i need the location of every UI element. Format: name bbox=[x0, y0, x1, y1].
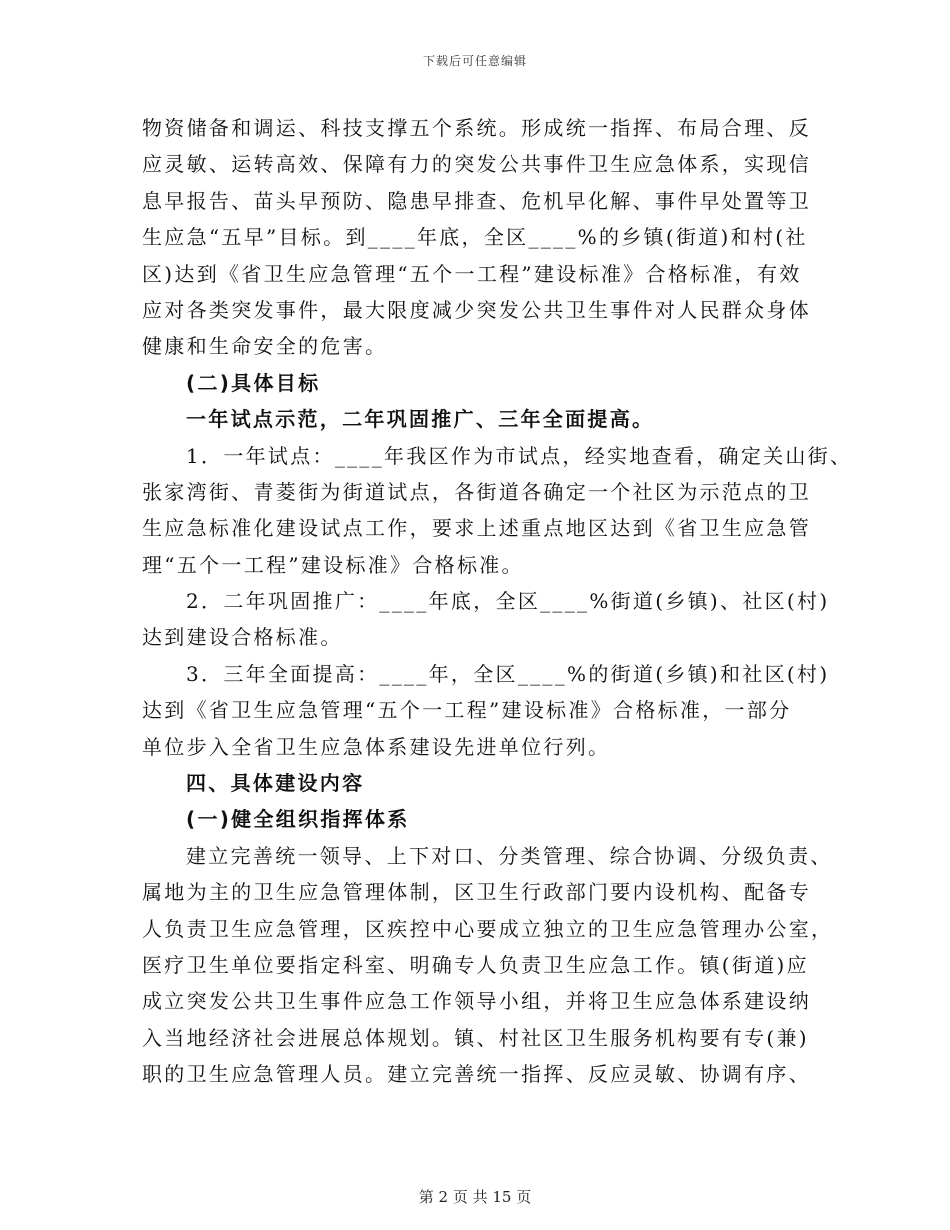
paragraph-line: 单位步入全省卫生应急体系建设先进单位行列。 bbox=[142, 734, 611, 759]
page-number: 第 2 页 共 15 页 bbox=[418, 1188, 532, 1206]
paragraph-line: 张家湾街、青菱街为街道试点，各街道各确定一个社区为示范点的卫 bbox=[142, 479, 811, 504]
section-heading: (二)具体目标 bbox=[186, 370, 321, 395]
paragraph-line: 成立突发公共卫生事件应急工作领导小组，并将卫生应急体系建设纳 bbox=[142, 989, 811, 1014]
paragraph-line: 区)达到《省卫生应急管理“五个一工程”建设标准》合格标准，有效 bbox=[142, 261, 802, 286]
paragraph-line: 入当地经济社会进展总体规划。镇、村社区卫生服务机构要有专(兼) bbox=[142, 1025, 809, 1050]
paragraph-line: 健康和生命安全的危害。 bbox=[142, 334, 388, 359]
paragraph-line: 息早报告、苗头早预防、隐患早排查、危机早化解、事件早处置等卫 bbox=[142, 188, 811, 213]
paragraph-line: 医疗卫生单位要指定科室、明确专人负责卫生应急工作。镇(街道)应 bbox=[142, 952, 809, 977]
section-heading: (一)健全组织指挥体系 bbox=[186, 807, 410, 832]
paragraph-line: 达到建设合格标准。 bbox=[142, 625, 343, 650]
paragraph-line: 应灵敏、运转高效、保障有力的突发公共事件卫生应急体系，实现信 bbox=[142, 152, 811, 177]
paragraph-line: 生应急“五早”目标。到____年底，全区____%的乡镇(街道)和村(社 bbox=[142, 225, 808, 250]
paragraph-line: 生应急标准化建设试点工作，要求上述重点地区达到《省卫生应急管 bbox=[142, 516, 811, 541]
paragraph-line: 物资储备和调运、科技支撑五个系统。形成统一指挥、布局合理、反 bbox=[142, 116, 811, 140]
paragraph-line: 建立完善统一领导、上下对口、分类管理、综合协调、分级负责、 bbox=[186, 843, 833, 868]
paragraph-line: 应对各类突发事件，最大限度减少突发公共卫生事件对人民群众身体 bbox=[142, 297, 811, 322]
document-body bbox=[142, 110, 853, 1093]
list-item-3: 3．三年全面提高：____年，全区____%的街道(乡镇)和社区(村) bbox=[186, 661, 830, 686]
goal-summary-heading: 一年试点示范，二年巩固推广、三年全面提高。 bbox=[186, 407, 655, 432]
paragraph-line: 理“五个一工程”建设标准》合格标准。 bbox=[142, 552, 524, 577]
list-item-2: 2．二年巩固推广：____年底，全区____%街道(乡镇)、社区(村) bbox=[186, 589, 830, 614]
paragraph-line: 属地为主的卫生应急管理体制，区卫生行政部门要内设机构、配备专 bbox=[142, 880, 811, 905]
paragraph-line: 达到《省卫生应急管理“五个一工程”建设标准》合格标准，一部分 bbox=[142, 698, 792, 723]
page-header: 下载后可任意编辑 bbox=[422, 54, 527, 68]
chapter-heading: 四、具体建设内容 bbox=[186, 771, 365, 796]
list-item-1: 1．一年试点：____年我区作为市试点，经实地查看，确定关山街、 bbox=[186, 443, 853, 468]
paragraph-line: 人负责卫生应急管理，区疾控中心要成立独立的卫生应急管理办公室， bbox=[142, 916, 834, 941]
paragraph-line: 职的卫生应急管理人员。建立完善统一指挥、反应灵敏、协调有序、 bbox=[142, 1062, 811, 1087]
